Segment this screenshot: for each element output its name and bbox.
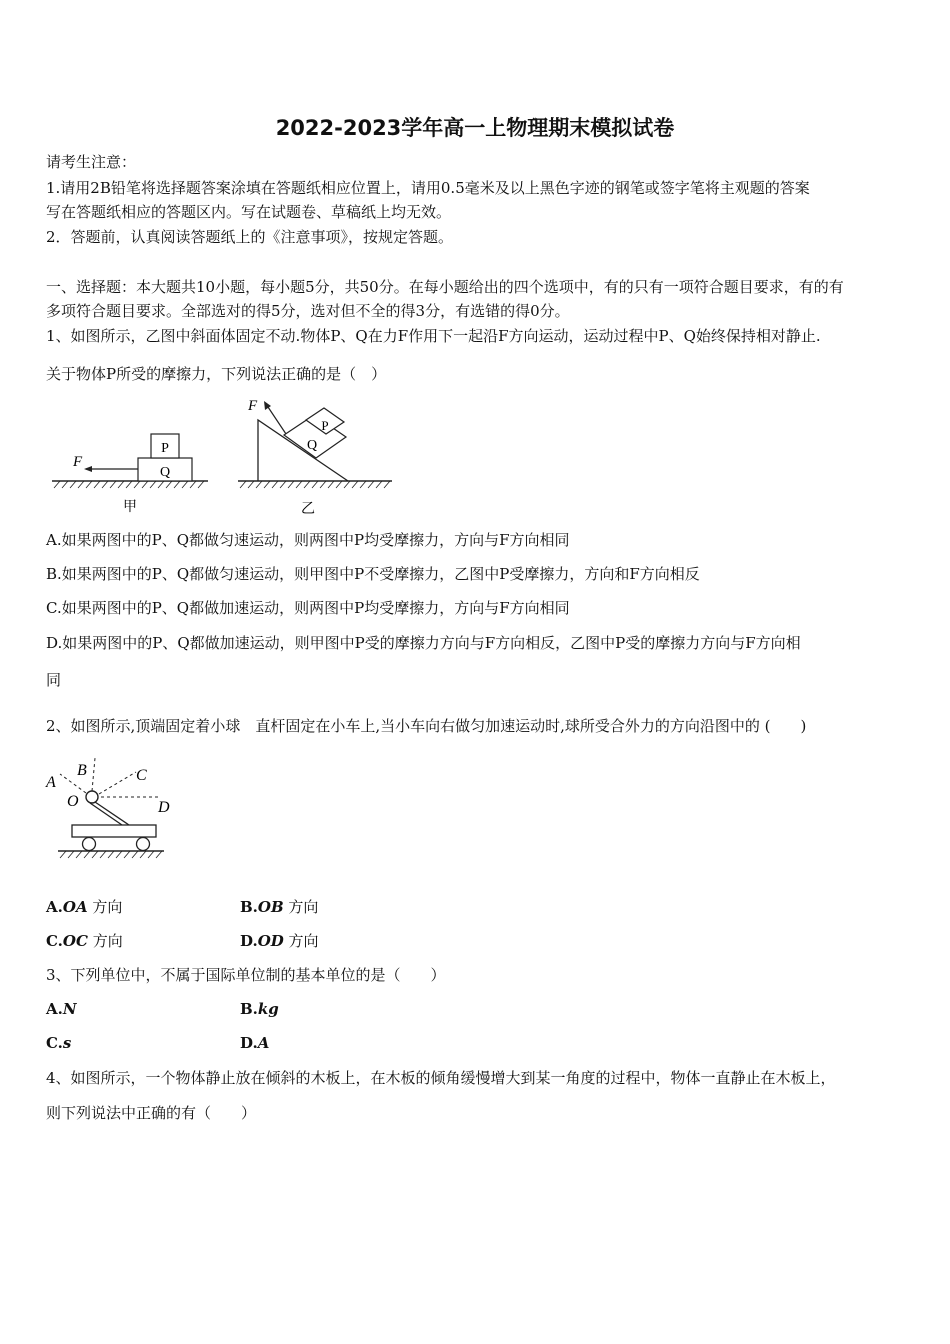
q3-option-b — [240, 999, 279, 1019]
option-text: 方向 — [87, 898, 123, 916]
block-q-label-yi: Q — [306, 438, 318, 453]
rod-edge-2 — [90, 803, 122, 825]
figure-jia — [52, 434, 208, 515]
q4-stem-line-1: 4、如图所示，一个物体静止放在倾斜的木板上，在木板的倾角缓慢增大到某一角度的过程中，物体一直静止在木板上， — [46, 1069, 836, 1087]
cart-body — [72, 825, 156, 837]
figure-yi — [238, 398, 392, 517]
block-p-label: P — [161, 441, 169, 456]
option-variable: OD — [257, 932, 284, 950]
option-variable: OB — [257, 898, 284, 916]
q4-stem-line-2: 则下列说法中正确的有（ ） — [46, 1104, 257, 1122]
figure-label-yi: 乙 — [301, 502, 315, 517]
option-letter: D. — [240, 932, 258, 950]
ball — [86, 791, 98, 803]
force-label-jia: F — [73, 454, 83, 470]
q3-option-c — [46, 1033, 71, 1053]
direction-line-oc — [99, 772, 136, 794]
block-q-label: Q — [159, 465, 171, 480]
force-label-yi: F — [248, 398, 258, 414]
option-variable: kg — [257, 1000, 279, 1018]
option-variable: OC — [62, 932, 88, 950]
q1-figure — [46, 392, 406, 518]
ground-hatch-yi — [240, 481, 390, 488]
direction-label-b: B — [77, 762, 87, 779]
cart-wheel-right — [137, 838, 150, 851]
ground-hatch-jia — [54, 481, 204, 488]
block-p-label-yi: P — [321, 418, 329, 433]
q1-option-d-line-1: D.如果两图中的P、Q都做加速运动，则甲图中P受的摩擦力方向与F方向相反，乙图中P受的摩擦力方向与F方向相 — [46, 634, 801, 652]
direction-line-ob — [92, 758, 95, 791]
q2-figure — [44, 754, 174, 864]
option-variable: OA — [62, 898, 88, 916]
q1-option-d-line-2: 同 — [46, 671, 62, 689]
q2-stem: 2、如图所示,顶端固定着小球 直杆固定在小车上,当小车向右做匀加速运动时,球所受合外力的方向沿图中的 ( ) — [46, 717, 807, 735]
q2-option-d — [240, 931, 319, 951]
q1-stem-line-2: 关于物体P所受的摩擦力，下列说法正确的是（ ） — [46, 365, 387, 383]
direction-label-c: C — [136, 767, 147, 784]
notice-line-2: 2．答题前，认真阅读答题纸上的《注意事项》，按规定答题。 — [46, 228, 454, 246]
option-text: 方向 — [283, 898, 319, 916]
q3-option-d — [240, 1033, 269, 1053]
force-arrowhead-yi — [264, 401, 271, 410]
q1-stem-line-1: 1、如图所示，乙图中斜面体固定不动.物体P、Q在力F作用下一起沿F方向运动，运动过程中P、Q始终保持相对静止. — [46, 327, 821, 345]
option-letter: C. — [46, 932, 63, 950]
cart-wheel-left — [83, 838, 96, 851]
option-letter: C. — [46, 1034, 63, 1052]
ground-hatch-q2 — [60, 851, 162, 858]
direction-label-d: D — [158, 799, 170, 816]
option-variable: A — [257, 1034, 270, 1052]
q1-option-c: C.如果两图中的P、Q都做加速运动，则两图中P均受摩擦力，方向与F方向相同 — [46, 599, 570, 617]
option-letter: B. — [240, 1000, 258, 1018]
option-letter: A. — [46, 898, 63, 916]
q2-option-b — [240, 897, 318, 917]
option-variable: N — [62, 1000, 77, 1018]
option-letter: A. — [46, 1000, 63, 1018]
section-line-1: 一、选择题：本大题共10小题，每小题5分，共50分。在每小题给出的四个选项中，有的只有一项符合题目要求，有的有 — [46, 278, 844, 296]
q3-option-a — [46, 999, 77, 1019]
section-line-2: 多项符合题目要求。全部选对的得5分，选对但不全的得3分，有选错的得0分。 — [46, 302, 570, 320]
option-text: 方向 — [87, 932, 123, 950]
option-letter: D. — [240, 1034, 258, 1052]
figure-label-jia: 甲 — [123, 500, 137, 515]
q3-stem: 3、下列单位中，不属于国际单位制的基本单位的是（ ） — [46, 966, 446, 984]
option-variable: s — [62, 1034, 72, 1052]
q1-option-a: A.如果两图中的P、Q都做匀速运动，则两图中P均受摩擦力，方向与F方向相同 — [46, 531, 570, 549]
option-text: 方向 — [283, 932, 319, 950]
force-arrow-yi — [266, 404, 286, 434]
q2-option-a — [46, 897, 122, 917]
q1-option-b: B.如果两图中的P、Q都做匀速运动，则甲图中P不受摩擦力，乙图中P受摩擦力，方向和F方向相反 — [46, 565, 700, 583]
notice-line-1a: 1.请用2B铅笔将选择题答案涂填在答题纸相应位置上，请用0.5毫米及以上黑色字迹的钢笔或签字笔将主观题的答案 — [46, 179, 810, 197]
notice-line-1b: 写在答题纸相应的答题区内。写在试题卷、草稿纸上均无效。 — [46, 203, 452, 221]
notice-heading: 请考生注意： — [46, 153, 137, 171]
direction-label-a: A — [46, 774, 56, 791]
point-label-o: O — [67, 793, 79, 810]
rod-edge-1 — [95, 802, 129, 825]
page-title: 2022-2023学年高一上物理期末模拟试卷 — [275, 116, 675, 140]
force-arrowhead-jia — [84, 466, 92, 472]
q2-option-c — [46, 931, 123, 951]
option-letter: B. — [240, 898, 258, 916]
